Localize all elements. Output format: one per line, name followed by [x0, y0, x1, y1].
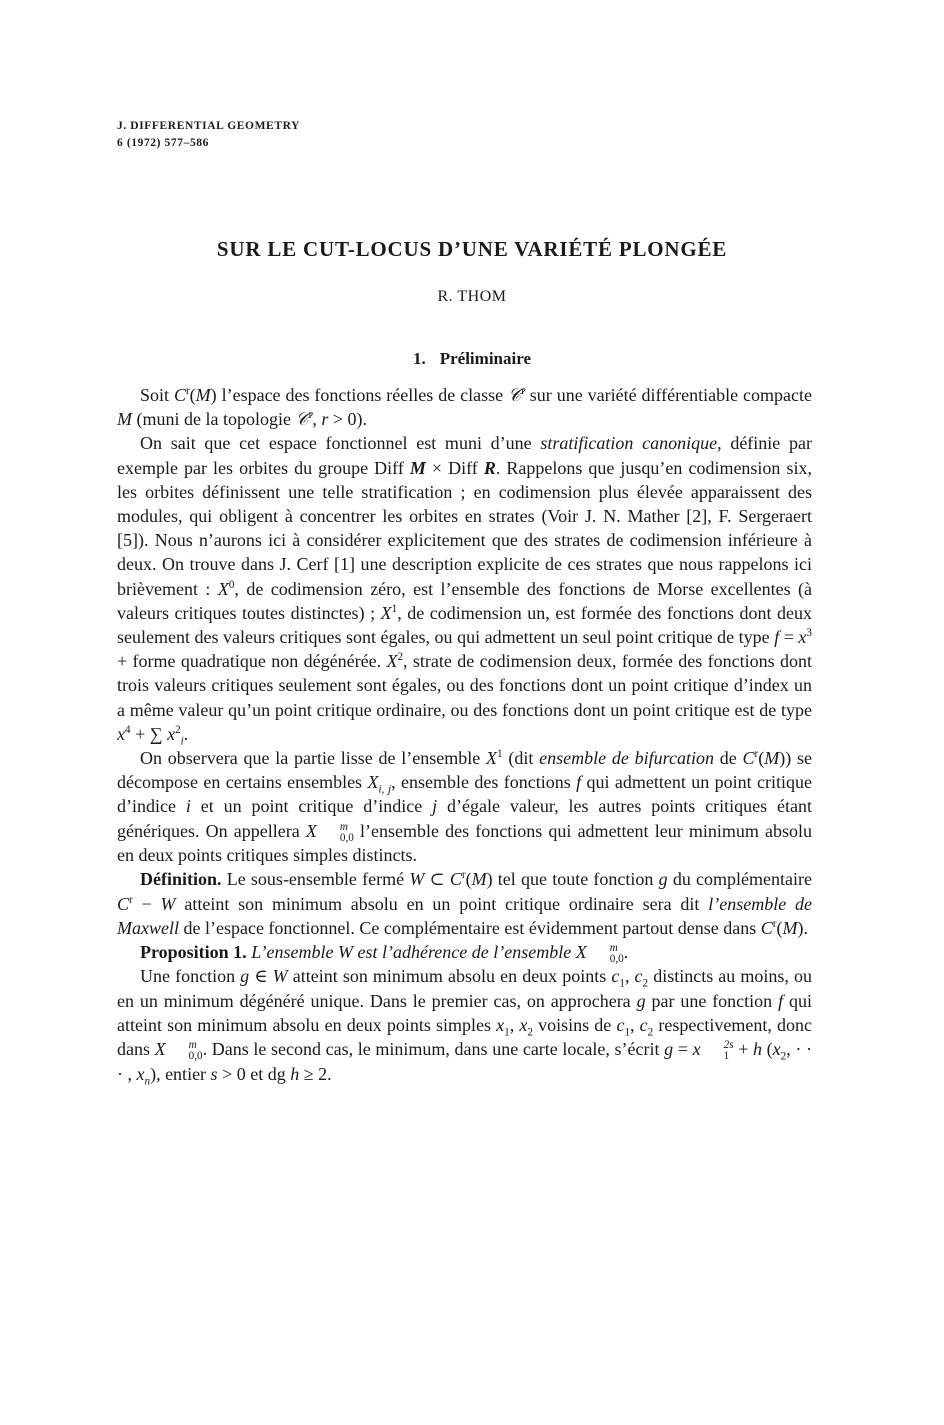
- text-run: voisins de: [532, 1014, 617, 1035]
- text-run: et un point critique d’indice: [190, 796, 433, 817]
- section-heading: [0, 349, 944, 369]
- text-run: 2: [397, 651, 404, 664]
- text-run: (dit: [502, 748, 540, 769]
- text-run: ), entier: [150, 1063, 211, 1084]
- text-run: 1: [504, 1026, 510, 1039]
- text-run: f: [774, 627, 780, 648]
- text-run: M: [117, 409, 132, 430]
- text-run: qui admettent un point critique d’indice: [117, 772, 813, 817]
- text-run: −: [132, 893, 161, 914]
- text-run: r: [772, 917, 777, 930]
- text-run: c: [616, 1014, 625, 1035]
- text-run: > 0).: [328, 409, 367, 430]
- text-run: 1: [391, 602, 398, 615]
- text-run: M: [471, 869, 487, 890]
- text-run: C: [449, 869, 462, 890]
- text-run: f: [778, 990, 784, 1011]
- text-run: r: [461, 869, 466, 882]
- text-run: C: [760, 917, 773, 938]
- text-run: ≥ 2.: [299, 1063, 332, 1084]
- text-run: + forme quadratique non dégénérée.: [117, 651, 387, 672]
- text-run: i: [180, 735, 184, 748]
- text-run: 1: [624, 1026, 631, 1039]
- text-run: , ensemble des fonctions: [391, 772, 577, 793]
- text-run: ).: [797, 917, 809, 938]
- paragraph: [117, 964, 812, 1088]
- paragraph: [117, 867, 812, 940]
- text-run: 2: [780, 1050, 787, 1063]
- text-run: 2: [175, 723, 181, 736]
- body-text: [117, 383, 812, 1086]
- text-run: x: [692, 1039, 701, 1060]
- text-run: r: [129, 893, 133, 906]
- text-run: l’ensemble de Maxwell: [117, 893, 813, 938]
- text-run: 1: [619, 978, 625, 991]
- paragraph: [117, 431, 812, 746]
- text-run: M: [782, 917, 798, 938]
- text-run: x: [117, 723, 125, 744]
- text-run: X: [386, 651, 398, 672]
- text-run: 𝒞: [508, 385, 522, 405]
- text-run: g: [240, 966, 250, 987]
- text-run: ,: [630, 1014, 640, 1035]
- text-run: distincts au moins, ou en un minimum dégénéré unique. Dans le premier cas, on approchera: [117, 966, 812, 1011]
- text-run: i: [185, 796, 191, 817]
- text-run: (: [762, 1039, 773, 1060]
- text-run: 2: [642, 978, 649, 991]
- text-run: . Dans le second cas, le minimum, dans une carte locale, s’écrit: [202, 1039, 665, 1060]
- text-run: c: [634, 966, 643, 987]
- text-run: L’ensemble W est l’adhérence de l’ensemble: [251, 941, 576, 962]
- text-run: m 0,0: [609, 942, 624, 965]
- text-run: ∈: [249, 966, 273, 987]
- text-run: ,: [624, 966, 635, 987]
- text-run: i, j: [378, 783, 392, 796]
- text-run: j: [432, 796, 438, 817]
- text-run: X: [154, 1039, 166, 1060]
- text-run: r: [754, 748, 759, 761]
- text-run: d’égale valeur, les autres points critiques étant génériques. On appellera: [117, 796, 812, 841]
- text-run: x: [519, 1014, 528, 1035]
- text-run: 4: [125, 723, 131, 736]
- text-run: sur une variété différentiable compacte: [524, 385, 813, 405]
- text-run: .: [623, 941, 629, 962]
- text-run: r: [521, 385, 525, 397]
- text-run: R: [483, 457, 496, 478]
- text-run: c: [611, 966, 620, 987]
- text-run: > 0 et dg: [217, 1063, 291, 1084]
- text-run: m 0,0: [339, 820, 354, 844]
- text-run: (: [776, 917, 783, 938]
- paragraph: [117, 746, 812, 867]
- text-run: stratification canonique: [540, 433, 718, 454]
- text-run: 2s 1: [723, 1039, 734, 1062]
- paragraph: [117, 383, 812, 431]
- section-title: Préliminaire: [439, 349, 532, 368]
- text-run: W: [160, 893, 176, 914]
- text-run: +: [733, 1039, 753, 1060]
- text-run: 3: [806, 627, 812, 640]
- text-run: =: [673, 1039, 693, 1060]
- text-run: x: [772, 1039, 781, 1060]
- text-run: X: [367, 772, 379, 793]
- text-run: M: [195, 385, 211, 405]
- text-run: Le sous-ensemble fermé: [221, 869, 410, 890]
- paper-title: SUR LE CUT-LOCUS D’UNE VARIÉTÉ PLONGÉE: [216, 237, 728, 261]
- text-run: ): [486, 869, 493, 890]
- text-run: par une fonction: [645, 990, 779, 1011]
- text-run: de: [714, 748, 743, 769]
- text-run: x: [167, 723, 176, 744]
- text-run: C: [117, 893, 130, 914]
- journal-volume: 6 (1972) 577–586: [117, 137, 210, 149]
- text-run: (: [189, 385, 196, 405]
- text-run: (muni de la topologie: [132, 409, 296, 430]
- text-run: × Diff: [425, 457, 484, 478]
- text-run: g: [636, 990, 646, 1011]
- text-run: r: [308, 409, 313, 422]
- text-run: W: [272, 966, 288, 987]
- text-run: M: [764, 748, 780, 769]
- text-run: , · · · ,: [117, 1039, 812, 1084]
- text-run: x: [136, 1063, 145, 1084]
- paper-author: R. THOM: [437, 288, 507, 305]
- text-run: atteint son minimum absolu en deux points: [287, 966, 612, 987]
- text-run: X: [486, 748, 498, 769]
- text-run: 2: [527, 1026, 533, 1039]
- text-run: + ∑: [130, 723, 168, 744]
- text-run: (: [465, 869, 472, 890]
- text-run: . Rappelons que jusqu’en codimension six, les orbites définissent une telle stratification ; en codimension plus élevée apparaissent des modules, qui obligent à concentrer les orbites en strates (Voir J. N. Mather [2], F. Sergeraert [5]). Nous n’aurons ici à considérer explicitement que des strates de codimension inférieure à deux. On trouve dans J. Cerf [1] une description explicite de ces strates que nous rappelons ici brièvement :: [117, 457, 812, 599]
- text-run: Proposition 1.: [140, 941, 247, 962]
- paragraph: [117, 940, 812, 964]
- text-run: x: [798, 627, 807, 648]
- text-run: h: [753, 1039, 762, 1060]
- text-run: X: [217, 578, 229, 599]
- text-run: respectivement, donc dans: [117, 1014, 812, 1060]
- text-run: g: [664, 1039, 674, 1060]
- text-run: X: [305, 820, 317, 841]
- text-run: ,: [509, 1014, 520, 1035]
- journal-name: J. DIFFERENTIAL GEOMETRY: [117, 120, 301, 132]
- text-run: r: [185, 385, 190, 397]
- text-run: =: [779, 627, 799, 648]
- text-run: qui atteint son minimum absolu en deux points simples: [117, 990, 812, 1035]
- text-run: s: [210, 1063, 218, 1084]
- text-run: X: [380, 602, 392, 623]
- text-run: n: [144, 1075, 151, 1088]
- text-run: de l’espace fonctionnel. Ce complémentaire est évidemment partout dense dans: [178, 917, 761, 938]
- text-run: Une fonction: [140, 966, 241, 987]
- text-run: m 0,0: [188, 1039, 203, 1062]
- text-run: W: [409, 869, 425, 890]
- text-run: , définie par exemple par les orbites du groupe Diff: [117, 433, 812, 478]
- text-run: Soit: [140, 385, 174, 405]
- text-run: Définition.: [140, 869, 222, 890]
- text-run: du complémentaire: [667, 869, 812, 890]
- text-run: 2: [647, 1026, 654, 1039]
- text-run: X: [575, 941, 587, 962]
- text-run: (: [758, 748, 765, 769]
- text-run: , de codimension un, est formée des fonctions dont deux seulement des valeurs critiques sont égales, ou qui admettent un seul point critique de type: [117, 602, 812, 648]
- journal-header: [117, 118, 300, 152]
- text-run: 0: [228, 578, 235, 591]
- text-run: h: [290, 1063, 300, 1084]
- text-run: f: [576, 772, 582, 793]
- text-run: )) se décompose en certains ensembles: [117, 748, 813, 793]
- text-run: .: [183, 723, 189, 744]
- text-run: ,: [312, 409, 322, 430]
- text-run: r: [321, 409, 329, 430]
- text-run: M: [409, 457, 426, 478]
- text-run: tel que toute fonction: [492, 869, 659, 890]
- text-run: On sait que cet espace fonctionnel est muni d’une: [140, 433, 541, 454]
- section-number: 1.: [412, 349, 426, 368]
- text-run: ensemble de bifurcation: [539, 748, 714, 769]
- text-run: l’ensemble des fonctions qui admettent leur minimum absolu en deux points critiques simples distincts.: [117, 820, 812, 866]
- text-run: 1: [497, 748, 503, 761]
- text-run: c: [639, 1014, 648, 1035]
- text-run: C: [173, 385, 186, 405]
- text-run: atteint son minimum absolu en un point critique ordinaire sera dit: [175, 893, 709, 914]
- text-run: ⊂: [424, 869, 450, 890]
- text-run: 𝒞: [295, 409, 309, 430]
- text-run: , strate de codimension deux, formée des fonctions dont trois valeurs critiques seulement sont égales, ou des fonctions dont un point critique d’index un a même valeur qu’un point critique ordinaire, ou des fonctions dont un point critique est de type: [117, 651, 812, 720]
- text-run: , de codimension zéro, est l’ensemble des fonctions de Morse excellentes (à valeurs critiques toutes distinctes) ;: [117, 578, 812, 623]
- text-run: g: [658, 869, 668, 890]
- text-run: C: [742, 748, 755, 769]
- text-run: x: [496, 1014, 505, 1035]
- text-run: ) l’espace des fonctions réelles de classe: [210, 385, 509, 405]
- text-run: On observera que la partie lisse de l’ensemble: [140, 748, 487, 769]
